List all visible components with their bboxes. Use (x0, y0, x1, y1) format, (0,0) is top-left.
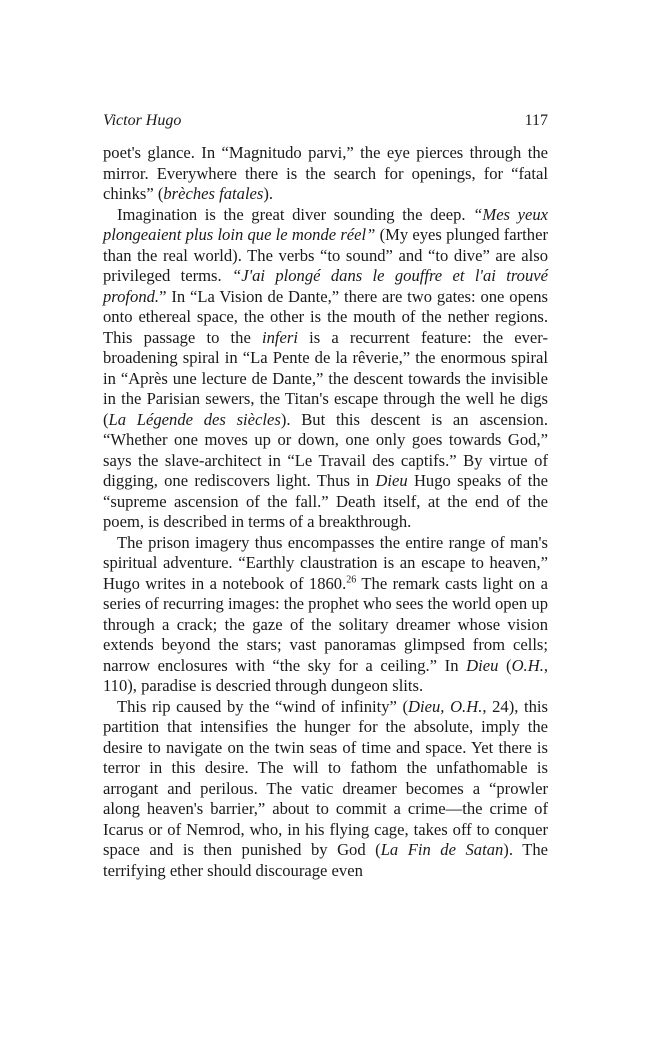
paragraph (103, 143, 548, 205)
running-head (103, 111, 548, 131)
text-run: ). The terrifying ether should discourage even (103, 840, 548, 880)
paragraph (103, 697, 548, 882)
paragraph (103, 205, 548, 533)
italic-text: Dieu, O.H. (408, 696, 483, 716)
italic-text: “J'ai plongé dans le gouffre et l'ai trouvé profond. (103, 266, 548, 306)
italic-text: La Fin de Satan (380, 840, 504, 859)
italic-text: “Mes yeux plongeaient plus loin que le monde réel” (103, 204, 549, 244)
text-run: This rip caused by the “wind of infinity” ( (117, 696, 409, 716)
paragraph (103, 533, 548, 697)
text-run: The prison imagery thus encompasses the entire range of man's spiritual adventure. “Earthly claustration is an escape to heaven,” Hugo writes in a notebook of 1860. (103, 532, 548, 593)
text-run: ). But this descent is an ascension. “Whether one moves up or down, one only goes towards God,” says the slave-architect in “Le Travail des captifs.” By virtue of digging, one rediscovers light. Thus in (103, 409, 548, 490)
italic-text: brèches fatales (163, 184, 264, 203)
text-run: Imagination is the great diver sounding the deep. (117, 204, 474, 224)
text-run: ” In “La Vision de Dante,” there are two gates: one opens onto ethereal space, the other is the mouth of the nether regions. This passage to the (103, 286, 548, 347)
text-run: The remark casts light on a series of recurring images: the prophet who sees the world open up through a crack; the gaze of the solitary dreamer whose vision extends beyond the stars; vast panoramas glimpsed from cells; narrow enclosures with “the sky for a ceiling.” In (103, 573, 548, 675)
text-run: poet's glance. In “Magnitudo parvi,” the eye pierces through the mirror. Everywhere there is the search for openings, for “fatal chinks” ( (103, 143, 548, 203)
italic-text: La Légende des siècles (108, 409, 281, 429)
italic-text: Dieu (375, 471, 408, 490)
body-text (103, 143, 548, 881)
text-run: , 110), paradise is descried through dungeon slits. (103, 655, 548, 695)
footnote-ref: 26 (346, 573, 357, 585)
page-number: 117 (524, 112, 548, 129)
text-run: ). (263, 184, 274, 203)
text-run: Hugo speaks of the “supreme ascension of the fall.” Death itself, at the end of the poem, is described in terms of a breakthrough. (103, 471, 548, 531)
text-run: ( (498, 655, 512, 675)
text-run: (My eyes plunged farther than the real world). The verbs “to sound” and “to dive” are also privileged terms. (103, 225, 548, 285)
italic-text: inferi (262, 327, 298, 347)
italic-text: O.H. (511, 655, 544, 675)
italic-text: Dieu (466, 655, 499, 675)
text-run: , 24), this partition that intensifies the hunger for the absolute, imply the desire to navigate on the twin seas of time and space. Yet there is terror in this desire. The will to fathom the unfathomable is arrogant and perilous. The vatic dreamer becomes a “prowler along heaven's barrier,” about to commit a crime—the crime of Icarus or of Nemrod, who, in his flying cage, takes off to conquer space and is then punished by God ( (103, 696, 548, 859)
running-title: Victor Hugo (103, 112, 182, 129)
text-run: is a recurrent feature: the ever-broadening spiral in “La Pente de la rêverie,” the enormous spiral in “Après une lecture de Dante,” the descent towards the invisible in the Parisian sewers, the Titan's escape through the well he digs ( (103, 327, 548, 429)
